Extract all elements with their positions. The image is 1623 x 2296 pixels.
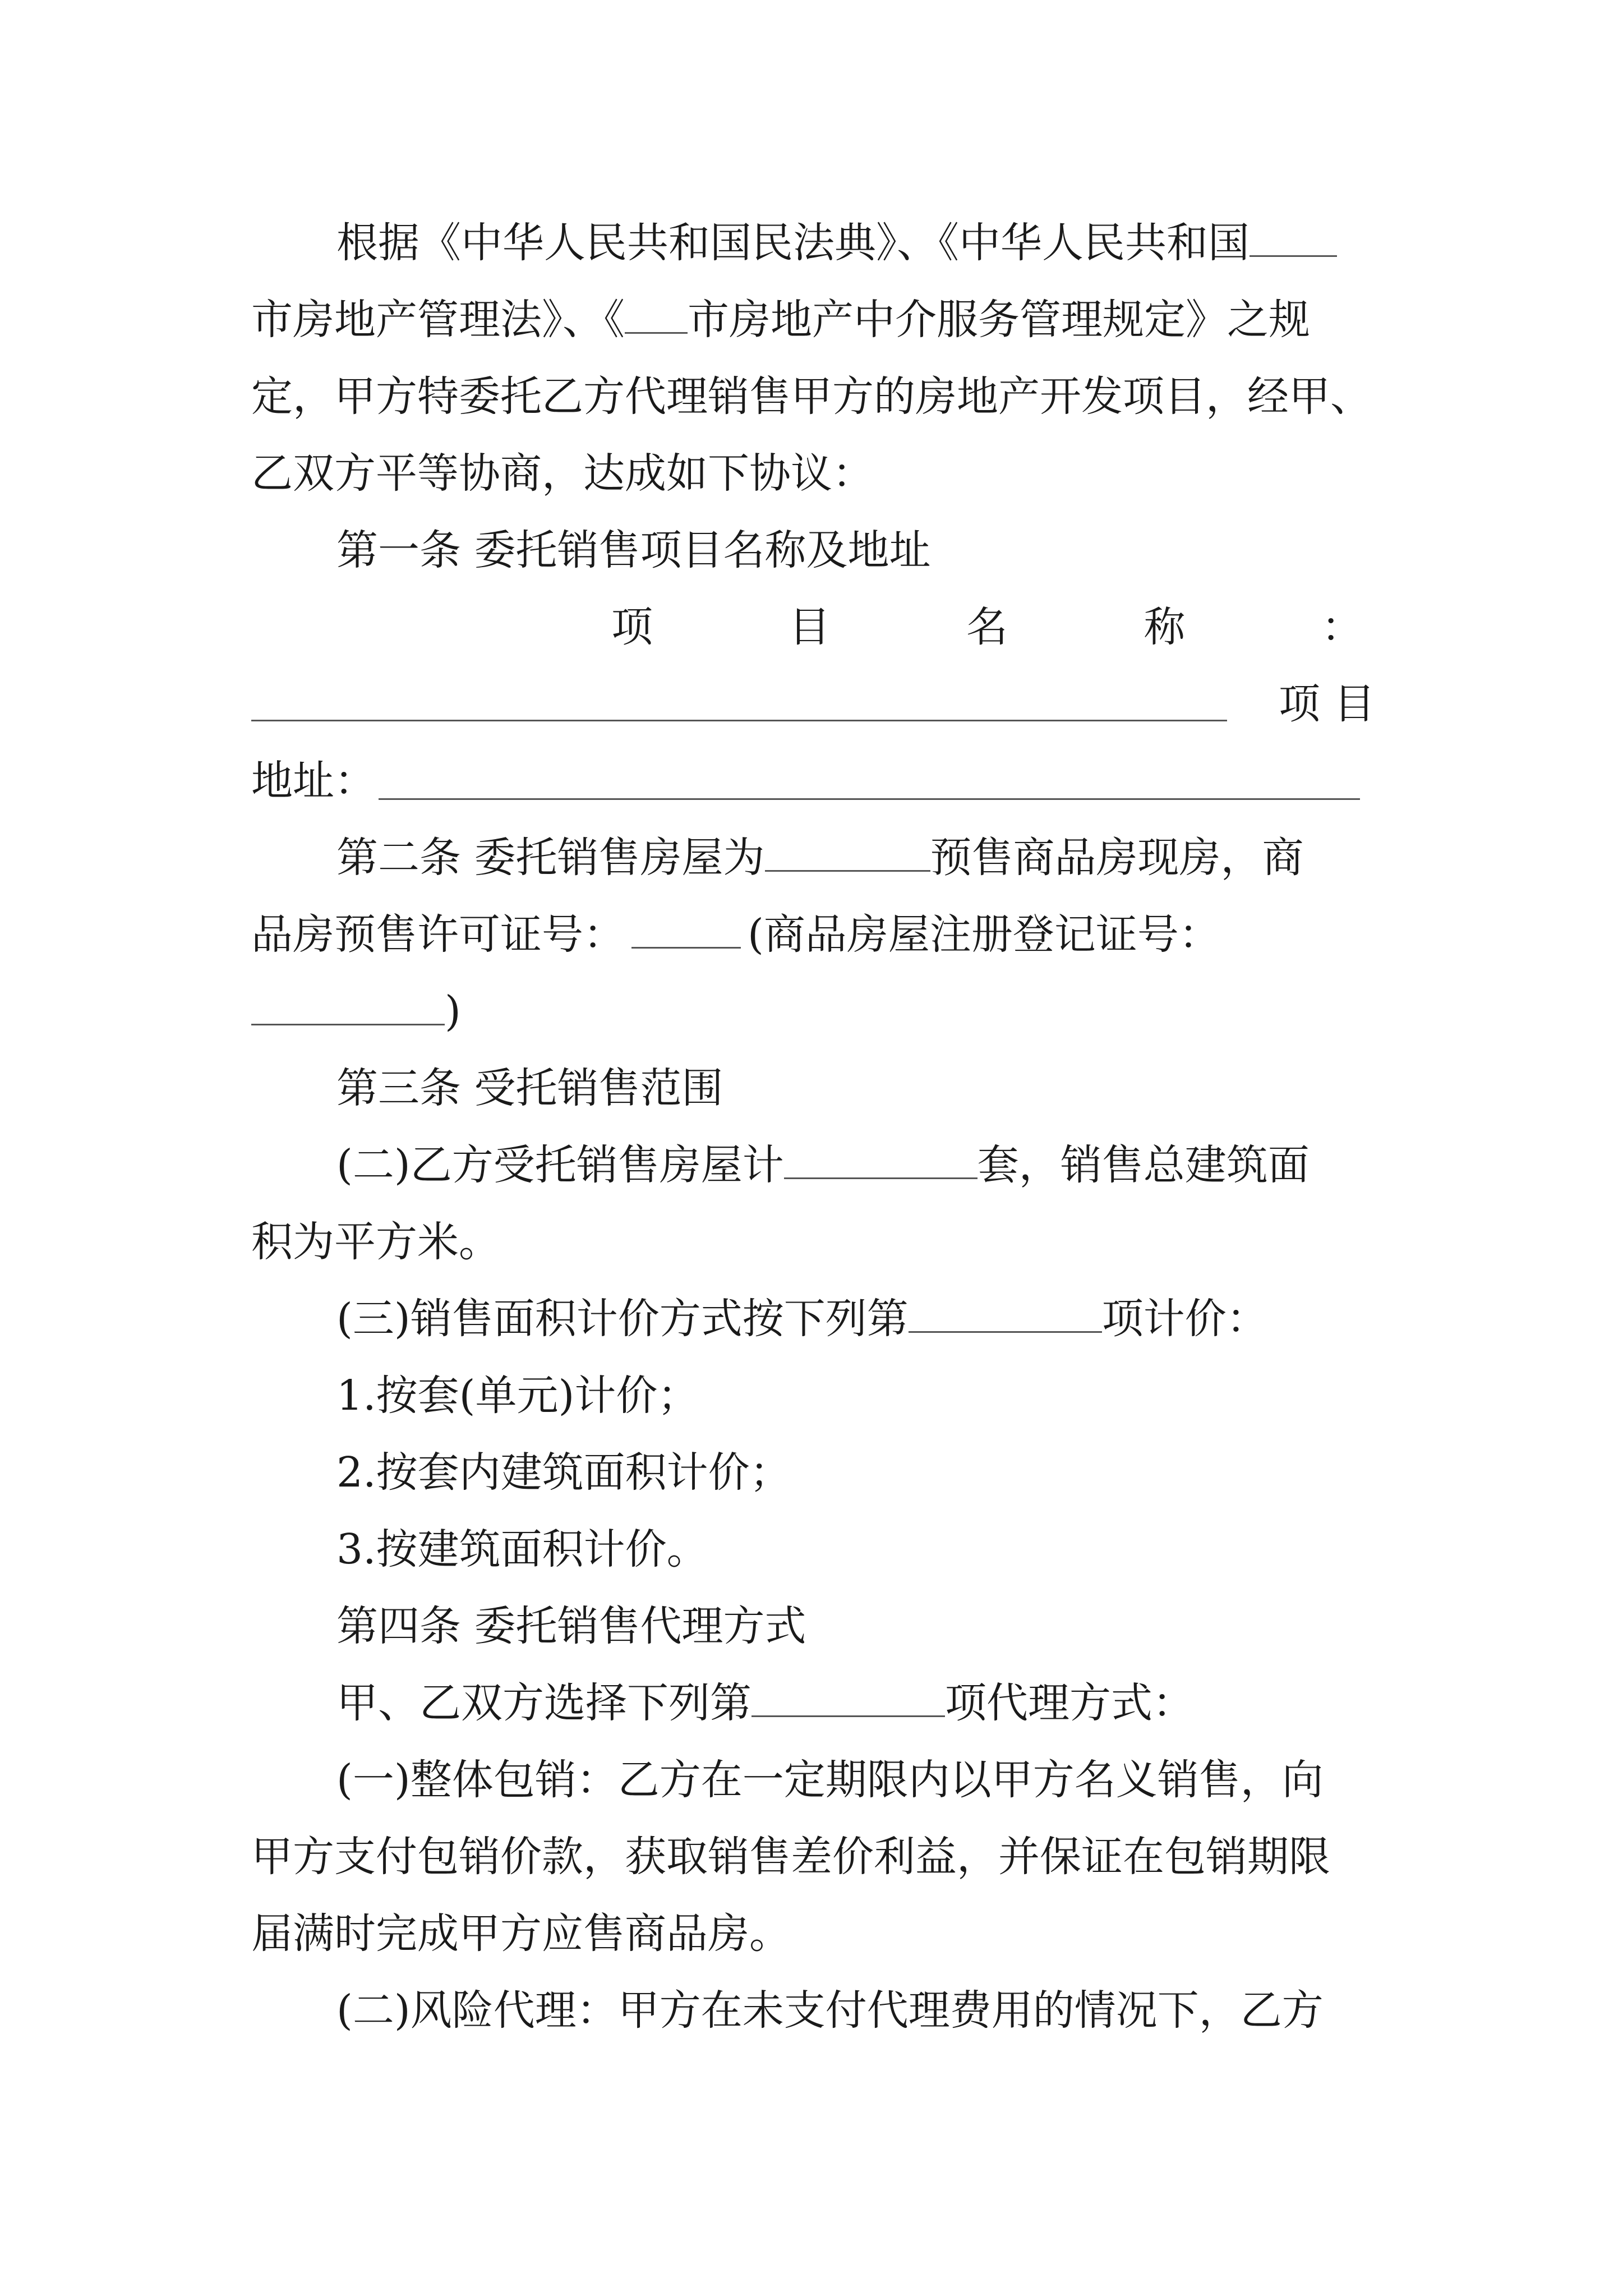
text-segment: 市房地产中介服务管理规定》之规 bbox=[688, 296, 1310, 344]
paragraph-line bbox=[336, 205, 1381, 282]
article-4-title: 第四条 委托销售代理方式 bbox=[336, 1602, 806, 1650]
fill-blank bbox=[625, 297, 688, 334]
article-3-line: 积为平方米。 bbox=[251, 1218, 500, 1266]
article-3-title: 第三条 受托销售范围 bbox=[336, 1064, 723, 1112]
article-4-line: 甲方支付包销价款，获取销售差价利益，并保证在包销期限 bbox=[251, 1833, 1330, 1881]
text-segment: 市房地产管理法》、《 bbox=[251, 296, 625, 344]
fill-blank bbox=[631, 912, 741, 949]
paragraph-line bbox=[251, 282, 1381, 358]
paragraph-line: 定，甲方特委托乙方代理销售甲方的房地产开发项目，经甲、 bbox=[251, 372, 1372, 421]
pricing-option: 1.按套(单元)计价； bbox=[336, 1372, 699, 1420]
article-4-line: 届满时完成甲方应售商品房。 bbox=[251, 1910, 791, 1958]
article-4-line: (二)风险代理：甲方在未支付代理费用的情况下，乙方 bbox=[336, 1986, 1324, 2035]
article-2-line: 品房预售许可证号： (商品房屋注册登记证号： bbox=[251, 910, 1220, 959]
item-address-line: 地址： bbox=[251, 757, 376, 805]
fill-blank bbox=[1249, 220, 1337, 257]
pricing-option: 3.按建筑面积计价。 bbox=[336, 1525, 708, 1573]
item-address-label-start: 项目 bbox=[1279, 680, 1389, 728]
text-segment: 根据《中华人民共和国民法典》、《中华人民共和国 bbox=[336, 219, 1249, 267]
article-1-title: 第一条 委托销售项目名称及地址 bbox=[336, 526, 931, 574]
item-address-blank bbox=[379, 798, 1360, 800]
article-2-line: ) bbox=[251, 973, 1381, 1050]
fill-blank bbox=[765, 835, 930, 872]
item-name-label: 项 目 名 称 ： bbox=[611, 603, 1363, 651]
article-3-line: (三)销售面积计价方式按下列第 项计价： bbox=[336, 1295, 1268, 1343]
fill-blank bbox=[909, 1296, 1102, 1333]
article-3-line: (二)乙方受托销售房屋计 套，销售总建筑面 bbox=[336, 1141, 1310, 1189]
paragraph-line: 乙双方平等协商，达成如下协议： bbox=[251, 449, 874, 498]
fill-blank bbox=[751, 1680, 945, 1717]
article-4-line: 甲、乙双方选择下列第 项代理方式： bbox=[336, 1679, 1194, 1727]
article-4-line: (一)整体包销：乙方在一定期限内以甲方名义销售，向 bbox=[336, 1756, 1324, 1804]
pricing-option: 2.按套内建筑面积计价； bbox=[336, 1448, 791, 1497]
fill-blank bbox=[784, 1142, 978, 1179]
item-name-blank bbox=[251, 720, 1227, 721]
article-2-line: 第二条 委托销售房屋为 预售商品房现房，商 bbox=[336, 834, 1304, 882]
fill-blank bbox=[251, 988, 445, 1025]
